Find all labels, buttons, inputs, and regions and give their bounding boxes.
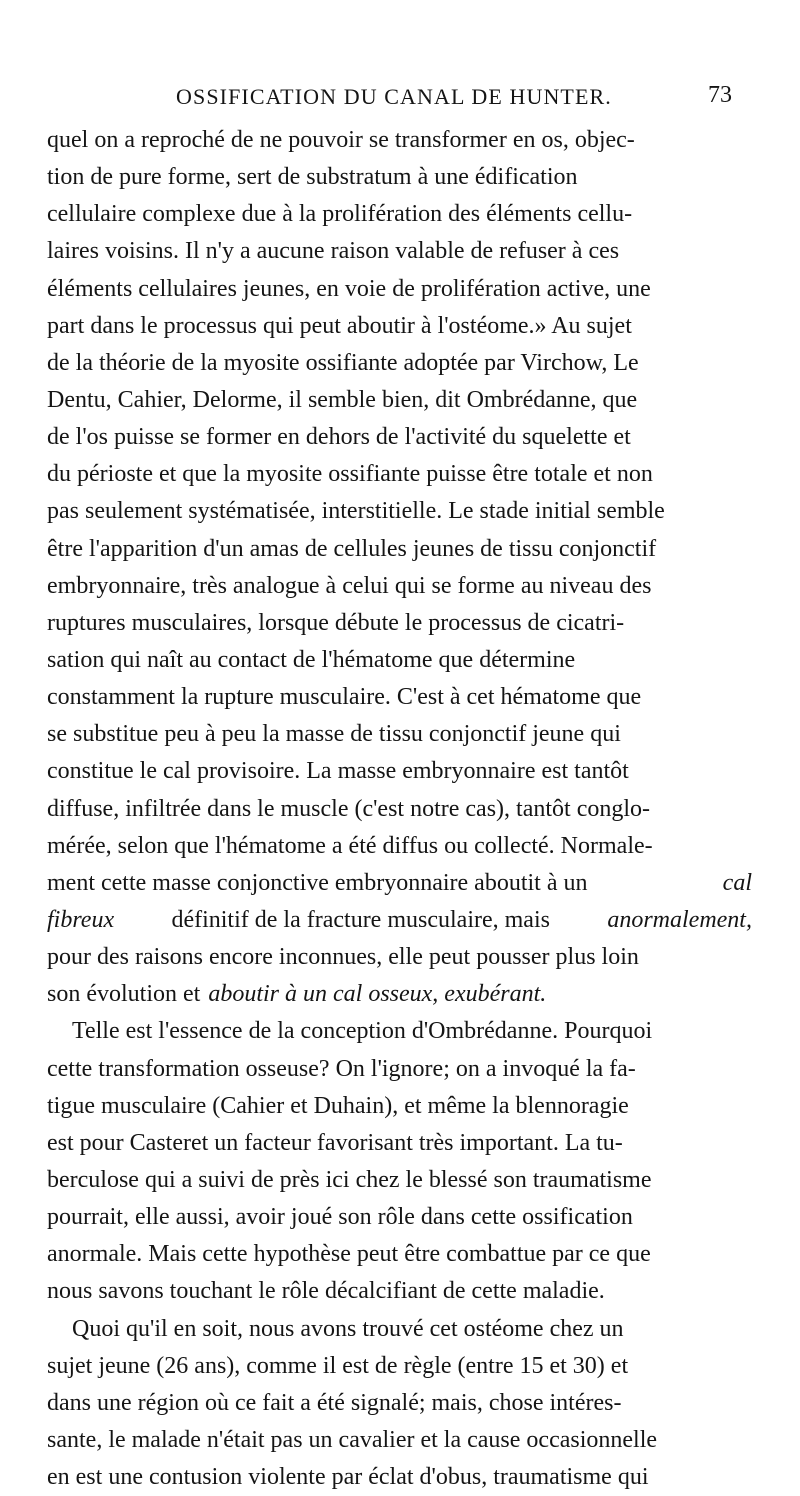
page-header xyxy=(0,78,800,112)
text-line: berculose qui a suivi de près ici chez le blessé son traumatisme xyxy=(47,1166,652,1193)
text-line: pas seulement systématisée, interstitielle. Le stade initial semble xyxy=(47,498,665,525)
text-segment: son évolution et xyxy=(47,981,201,1008)
text-line: pourrait, elle aussi, avoir joué son rôle dans cette ossification xyxy=(47,1204,633,1231)
text-line: en est une contusion violente par éclat d'obus, traumatisme qui xyxy=(47,1464,649,1491)
text-line: Dentu, Cahier, Delorme, il semble bien, dit Ombrédanne, que xyxy=(47,386,638,413)
text-line: diffuse, infiltrée dans le muscle (c'est notre cas), tantôt conglo- xyxy=(47,795,651,822)
text-line: Quoi qu'il en soit, nous avons trouvé cet ostéome chez un xyxy=(72,1315,624,1342)
italic-segment: fibreux xyxy=(47,906,115,933)
text-line: de l'os puisse se former en dehors de l'activité du squelette et xyxy=(47,424,631,451)
text-line: de la théorie de la myosite ossifiante adoptée par Virchow, Le xyxy=(47,349,639,376)
text-line: du périoste et que la myosite ossifiante puisse être totale et non xyxy=(47,461,653,488)
page-number: 73 xyxy=(708,82,732,108)
text-line: ruptures musculaires, lorsque débute le processus de cicatri- xyxy=(47,609,625,636)
text-line: pour des raisons encore inconnues, elle peut pousser plus loin xyxy=(47,944,639,971)
text-segment: définitif de la fracture musculaire, mais xyxy=(171,906,550,933)
text-line: cellulaire complexe due à la prolifération des éléments cellu- xyxy=(47,201,633,228)
text-line: tion de pure forme, sert de substratum à une édification xyxy=(47,164,578,191)
text-line: mérée, selon que l'hématome a été diffus ou collecté. Normale- xyxy=(47,832,653,859)
running-title: OSSIFICATION DU CANAL DE HUNTER. xyxy=(176,84,612,109)
text-line: cette transformation osseuse? On l'ignore; on a invoqué la fa- xyxy=(47,1055,636,1082)
text-line: sation qui naît au contact de l'hématome que détermine xyxy=(47,646,576,673)
text-line: sujet jeune (26 ans), comme il est de règle (entre 15 et 30) et xyxy=(47,1352,629,1379)
text-line-with-italic xyxy=(47,902,752,939)
text-line: éléments cellulaires jeunes, en voie de prolifération active, une xyxy=(47,275,651,302)
text-line-with-italic xyxy=(47,865,752,902)
text-line: se substitue peu à peu la masse de tissu conjonctif jeune qui xyxy=(47,721,621,748)
body-text xyxy=(47,122,752,1496)
text-line: dans une région où ce fait a été signalé; mais, chose intéres- xyxy=(47,1389,622,1416)
italic-segment: anormalement, xyxy=(607,906,752,933)
text-line: quel on a reproché de ne pouvoir se transformer en os, objec- xyxy=(47,127,635,153)
text-line: tigue musculaire (Cahier et Duhain), et même la blennoragie xyxy=(47,1092,629,1119)
text-line: est pour Casteret un facteur favorisant très important. La tu- xyxy=(47,1129,623,1156)
text-line: constitue le cal provisoire. La masse embryonnaire est tantôt xyxy=(47,758,629,785)
text-line: être l'apparition d'un amas de cellules jeunes de tissu conjonctif xyxy=(47,535,657,562)
text-line: sante, le malade n'était pas un cavalier et la cause occasionnelle xyxy=(47,1426,658,1453)
text-line: part dans le processus qui peut aboutir à l'ostéome.» Au sujet xyxy=(47,312,632,339)
italic-segment: aboutir à un cal osseux, exubérant. xyxy=(208,981,547,1008)
text-line: embryonnaire, très analogue à celui qui se forme au niveau des xyxy=(47,572,652,599)
italic-segment: cal xyxy=(722,869,752,896)
text-line: Telle est l'essence de la conception d'Ombrédanne. Pourquoi xyxy=(72,1018,653,1045)
text-line: laires voisins. Il n'y a aucune raison valable de refuser à ces xyxy=(47,238,620,265)
text-line: constamment la rupture musculaire. C'est à cet hématome que xyxy=(47,684,642,711)
text-segment: ment cette masse conjonctive embryonnaire aboutit à un xyxy=(47,869,588,896)
text-line: nous savons touchant le rôle décalcifiant de cette maladie. xyxy=(47,1278,605,1305)
text-line-with-italic xyxy=(47,976,752,1013)
text-line: anormale. Mais cette hypothèse peut être combattue par ce que xyxy=(47,1241,651,1268)
